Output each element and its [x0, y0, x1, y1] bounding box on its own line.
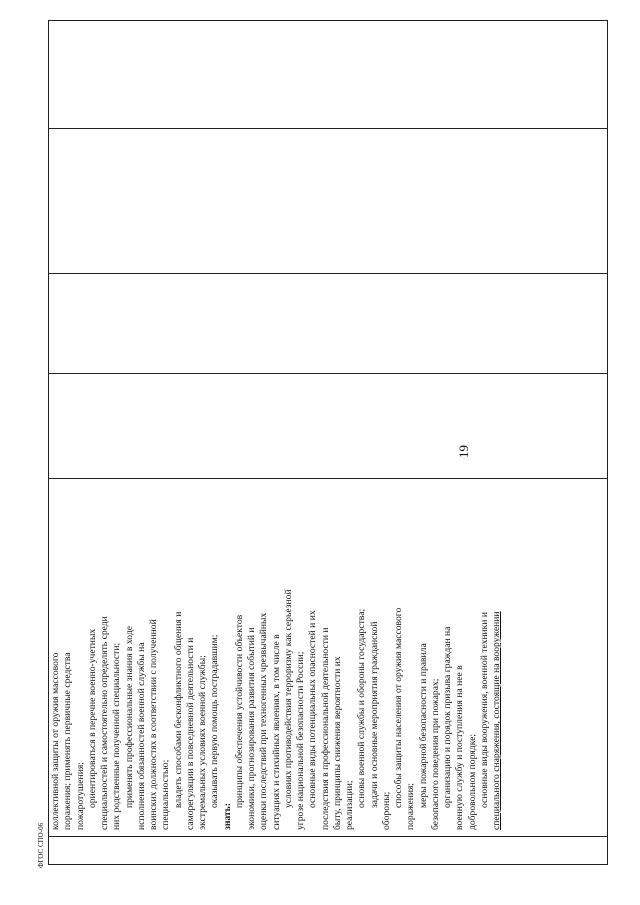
text-line: способы защиты населения от оружия массового	[393, 607, 404, 808]
know-heading: знать:	[221, 803, 233, 830]
text-line: них родственные полученной специальности;	[111, 642, 123, 830]
text-line: воинских должностях в соответствии с полученной	[148, 619, 159, 830]
footer-standard-code: ФГОС СПО-06	[37, 822, 45, 868]
rotated-landscape-page	[48, 20, 608, 865]
text-line: специальностью;	[160, 759, 172, 830]
table-column-discipline	[49, 128, 607, 273]
text-line: основные виды потенциальных опасностей и их	[307, 610, 319, 808]
text-line: меры пожарной безопасности и правила	[417, 643, 429, 808]
text-line: владеть способами бесконфликтного общения и	[172, 611, 184, 808]
text-line: добровольном порядке;	[466, 733, 478, 830]
text-line: обороны;	[380, 791, 392, 830]
text-line: специальностей и самостоятельно определять среди	[99, 616, 110, 830]
text-line: основы военной службы и обороны государства;	[356, 608, 368, 808]
table-column-hours-max	[49, 373, 607, 478]
table-column-index	[49, 836, 607, 864]
text-line: реализации;	[344, 780, 355, 830]
text-line: безопасного поведения при пожарах;	[429, 678, 441, 830]
table-cell-skills-knowledge	[49, 478, 607, 836]
text-line: ориентироваться в перечне военно-учетных	[86, 628, 98, 808]
table-column-hours-class	[49, 273, 607, 373]
skills-knowledge-text	[50, 485, 503, 830]
page-number: 19	[456, 445, 471, 458]
text-line: угрозе национальной безопасности России;	[295, 651, 306, 830]
text-line: оказывать первую помощь пострадавшим;	[209, 634, 221, 808]
text-line: условиях противодействия терроризму как серьезной	[282, 589, 294, 808]
text-line: военную службу и поступления на нее в	[454, 665, 466, 830]
text-line: экстремальных условиях военной службы;	[197, 655, 208, 830]
standards-table	[48, 20, 608, 865]
text-line: поражения; применять первичные средства	[62, 652, 74, 830]
text-line: пожаротушения;	[74, 762, 86, 830]
text-line: коллективной защиты от оружия массового	[50, 652, 61, 830]
text-line-last: специального снаряжения, состоящие на вооружении	[491, 611, 502, 830]
text-line: применять профессиональные знания в ходе	[123, 626, 135, 808]
text-line: задачи и основные мероприятия гражданской	[368, 621, 380, 808]
table-column-competence	[49, 19, 607, 128]
text-line: принципы обеспечения устойчивости объектов	[233, 614, 245, 808]
text-line: последствия в профессиональной деятельности и	[319, 627, 331, 830]
text-line: саморегуляции в повседневной деятельности и	[184, 637, 196, 830]
text-line: ситуациях и стихийных явлениях, в том числе в	[270, 634, 282, 830]
text-line: исполнения обязанностей военной службы на	[135, 642, 147, 830]
text-line: быту, принципы снижения вероятности их	[331, 656, 343, 830]
text-line: оценки последствий при техногенных чрезвычайных	[258, 612, 270, 830]
text-line: поражения;	[405, 782, 417, 830]
text-line: экономики, прогнозирования развития событий и	[246, 627, 257, 830]
text-line: организацию и порядок призыва граждан на	[442, 626, 453, 808]
text-line: основные виды вооружения, военной техники и	[478, 612, 490, 808]
